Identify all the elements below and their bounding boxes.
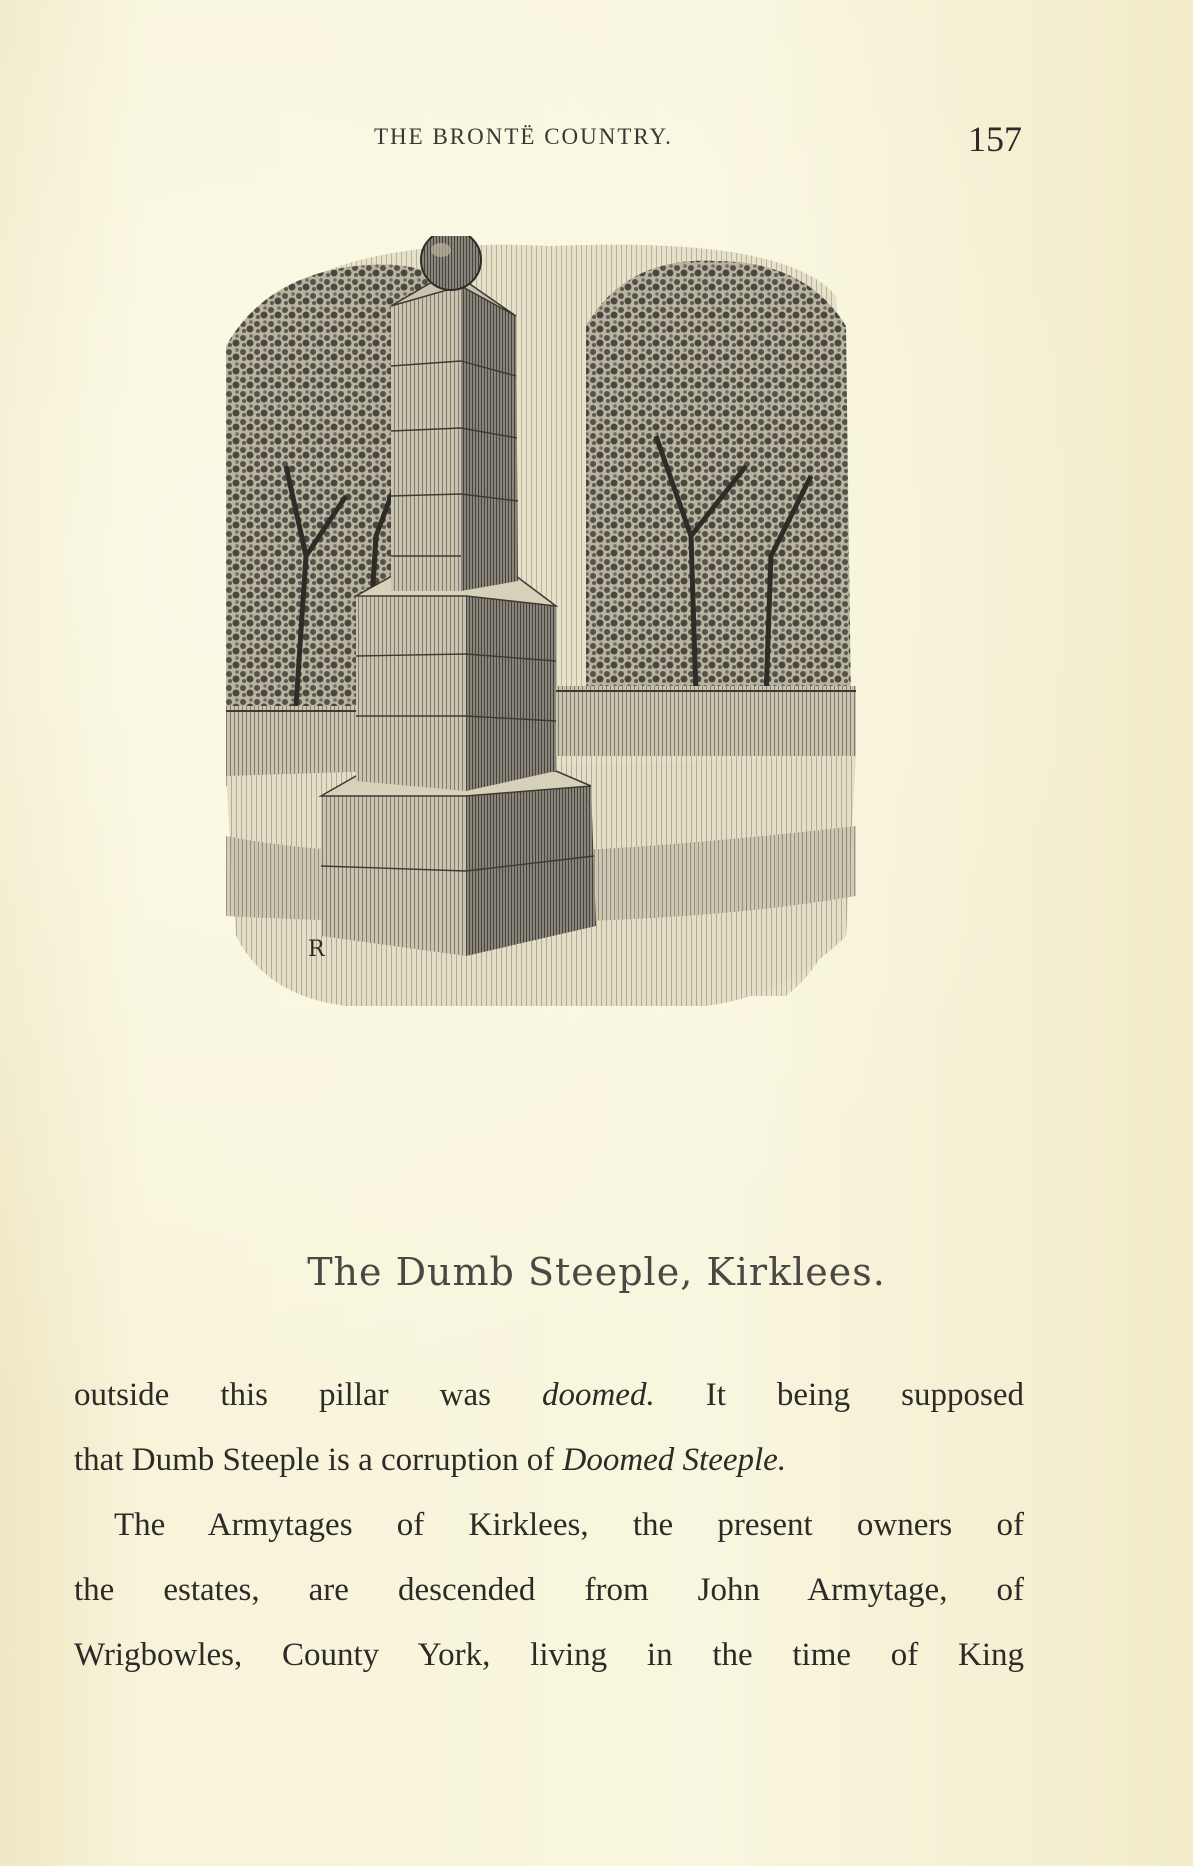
pillar-middle-front — [356, 596, 466, 791]
engraver-monogram: R — [308, 937, 325, 962]
text-line-4: the estates, are descended from John Armytage, of — [74, 1572, 1024, 1608]
emphasis-doomed: doomed. — [541, 1377, 655, 1413]
pillar-shaft-front — [391, 286, 461, 591]
emphasis-doomed-steeple: Doomed Steeple. — [562, 1442, 787, 1478]
running-title: THE BRONTË COUNTRY. — [374, 124, 673, 149]
page-number: 157 — [968, 119, 1022, 159]
engraving-illustration — [226, 236, 876, 1196]
running-head — [0, 118, 1193, 158]
text-line-5: Wrigbowles, County York, living in the time of King — [74, 1637, 1024, 1673]
pillar-ball-finial — [421, 236, 481, 290]
pillar-shaft-side — [461, 286, 518, 591]
engraving-svg — [226, 236, 876, 1196]
pillar-middle-side — [466, 596, 556, 791]
pillar-base-front — [321, 796, 466, 956]
figure-caption: The Dumb Steeple, Kirklees. — [307, 1250, 886, 1294]
pillar-base-side — [466, 786, 596, 956]
body-text — [74, 1363, 1024, 1688]
text-line-3: The Armytages of Kirklees, the present owners of — [114, 1507, 1024, 1543]
text-line-2: that Dumb Steeple is a corruption of Doomed Steeple. — [74, 1442, 787, 1478]
text-line-1: outside this pillar was doomed. It being supposed — [74, 1377, 1025, 1413]
trees-right — [586, 261, 851, 706]
stone-wall-right — [556, 686, 856, 756]
